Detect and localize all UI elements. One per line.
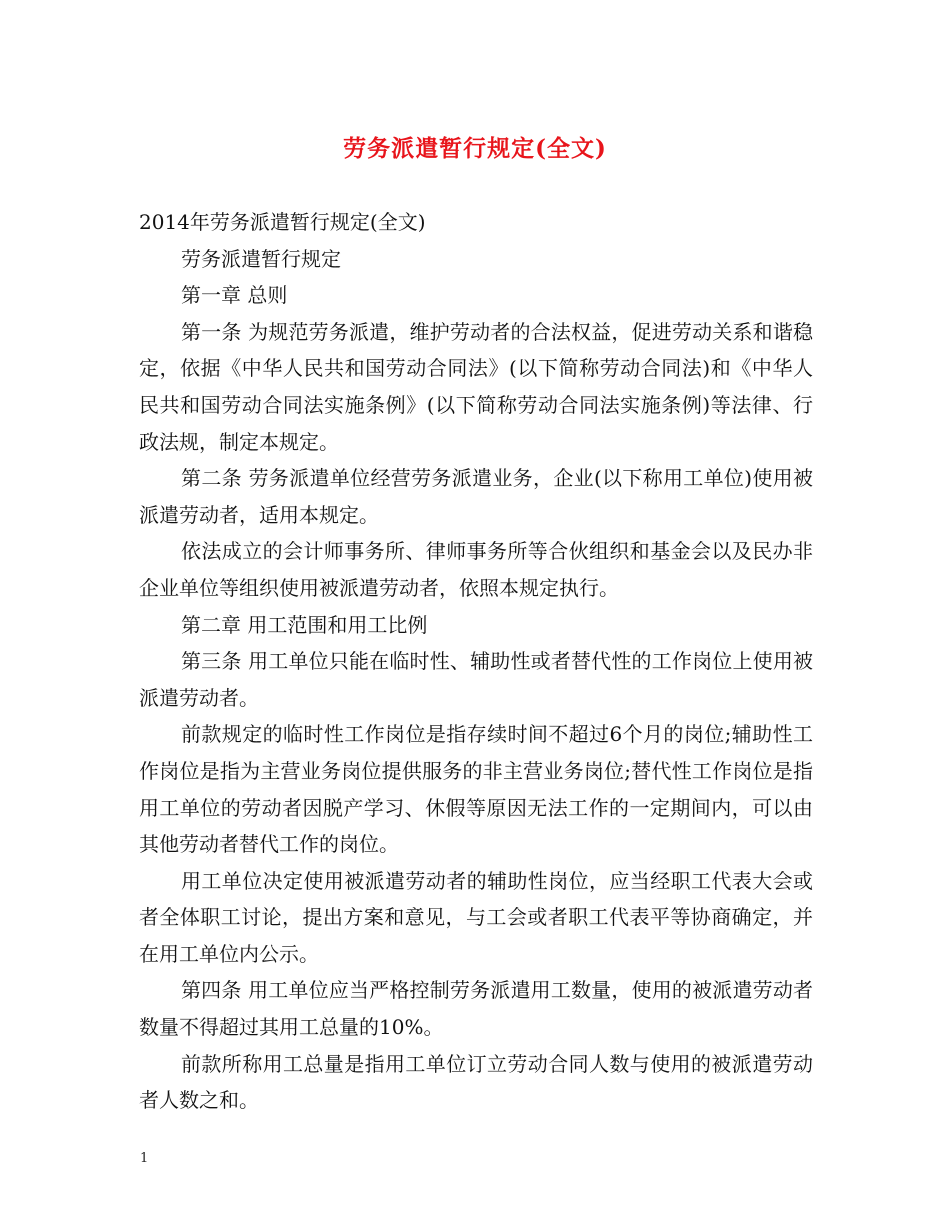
paragraph: 前款所称用工总量是指用工单位订立劳动合同人数与使用的被派遣劳动者人数之和。	[139, 1051, 813, 1113]
chapter-heading: 第二章 用工范围和用工比例	[181, 612, 428, 637]
paragraph: 第四条 用工单位应当严格控制劳务派遣用工数量，使用的被派遣劳动者数量不得超过其用工总量的10%。	[139, 978, 813, 1040]
page-number: 1	[140, 1151, 149, 1166]
chapter-heading: 第一章 总则	[181, 283, 288, 308]
paragraph: 前款规定的临时性工作岗位是指存续时间不超过6个月的岗位;辅助性工作岗位是指为主营业务岗位提供服务的非主营业务岗位;替代性工作岗位是指用工单位的劳动者因脱产学习、休假等原因无法工作的一定期间内，可以由其他劳动者替代工作的岗位。	[139, 722, 813, 857]
paragraph: 第三条 用工单位只能在临时性、辅助性或者替代性的工作岗位上使用被派遣劳动者。	[139, 649, 813, 710]
paragraph: 2014年劳务派遣暂行规定(全文)	[139, 210, 426, 234]
paragraph: 第二条 劳务派遣单位经营劳务派遣业务，企业(以下称用工单位)使用被派遣劳动者，适用本规定。	[139, 466, 813, 527]
document-title: 劳务派遣暂行规定(全文)	[343, 135, 607, 162]
paragraph: 用工单位决定使用被派遣劳动者的辅助性岗位，应当经职工代表大会或者全体职工讨论，提出方案和意见，与工会或者职工代表平等协商确定，并在用工单位内公示。	[139, 868, 813, 966]
paragraph: 依法成立的会计师事务所、律师事务所等合伙组织和基金会以及民办非企业单位等组织使用被派遣劳动者，依照本规定执行。	[139, 539, 813, 600]
paragraph: 第一条 为规范劳务派遣，维护劳动者的合法权益，促进劳动关系和谐稳定，依据《中华人民共和国劳动合同法》(以下简称劳动合同法)和《中华人民共和国劳动合同法实施条例》(以下简称劳动合同法实施条例)等法律、行政法规，制定本规定。	[139, 319, 813, 454]
paragraph: 劳务派遣暂行规定	[181, 246, 341, 271]
document-body	[139, 204, 813, 1119]
